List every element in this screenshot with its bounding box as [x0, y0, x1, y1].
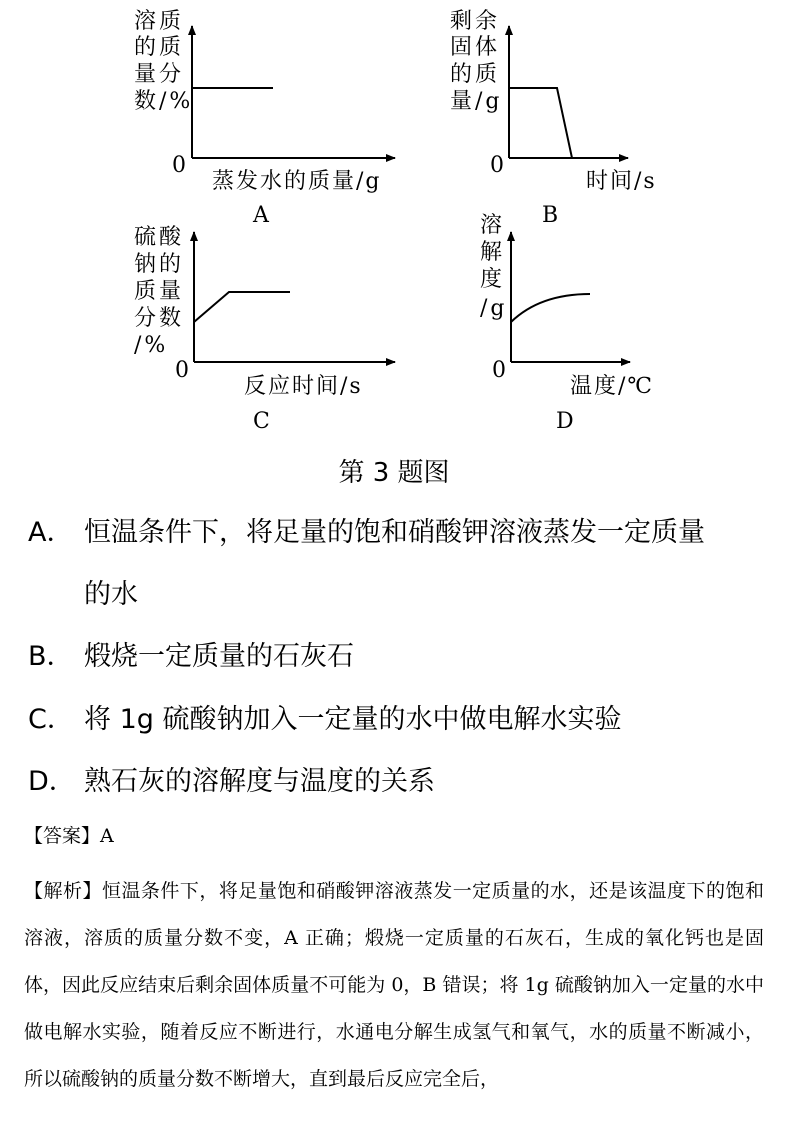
explanation-label: 【解析】	[24, 880, 102, 902]
option-c	[28, 702, 621, 738]
explanation	[24, 868, 764, 1103]
option-b-key: B．	[28, 641, 74, 672]
chart-a-ylabel-3: 量分	[134, 62, 185, 87]
chart-c-origin: 0	[175, 358, 189, 383]
chart-a-ylabel-2: 的质	[134, 35, 185, 60]
option-d	[28, 764, 435, 800]
answer-line	[24, 824, 114, 848]
answer-value: A	[100, 825, 114, 847]
chart-d-ylabel-4: /g	[480, 296, 508, 321]
option-a	[28, 515, 705, 551]
option-b	[28, 639, 354, 675]
option-c-text: 将 1g 硫酸钠加入一定量的水中做电解水实验	[84, 704, 622, 735]
chart-d-ylabel-1: 溶	[480, 213, 506, 238]
chart-b-ylabel-1: 剩余	[450, 9, 501, 34]
option-c-key: C．	[28, 704, 74, 735]
option-a-continuation: 的水	[84, 579, 138, 610]
option-a-text: 恒温条件下，将足量的饱和硝酸钾溶液蒸发一定质量	[84, 517, 705, 548]
option-d-key: D．	[28, 766, 76, 797]
chart-d-ylabel-2: 解	[480, 240, 506, 265]
chart-c-xlabel: 反应时间/s	[244, 374, 363, 399]
chart-b-curve	[509, 88, 572, 158]
chart-c	[134, 225, 395, 434]
chart-c-letter: C	[253, 409, 270, 434]
chart-a-xlabel: 蒸发水的质量/g	[212, 169, 382, 194]
chart-c-ylabel-3: 质量	[134, 279, 185, 304]
explanation-text: 恒温条件下，将足量饱和硝酸钾溶液蒸发一定质量的水，还是该温度下的饱和溶液，溶质的质量分数不变，A 正确；煅烧一定质量的石灰石，生成的氧化钙也是固体，因此反应结束后剩余固体质量不可能为 0，B 错误；将 1g 硫酸钠加入一定量的水中做电解水实验，随着反应不断进行，水通电分解生成氢气和氧气，水的质量不断减小，所以硫酸钠的质量分数不断增大，直到最后反应完全后，	[24, 880, 764, 1090]
chart-a-letter: A	[253, 203, 269, 228]
chart-c-ylabel-4: 分数	[134, 306, 185, 331]
option-b-text: 煅烧一定质量的石灰石	[84, 641, 354, 672]
option-d-text: 熟石灰的溶解度与温度的关系	[84, 766, 435, 797]
chart-d-ylabel-3: 度	[480, 267, 506, 292]
chart-b-ylabel-3: 的质	[450, 62, 501, 87]
chart-c-ylabel-1: 硫酸	[134, 225, 185, 250]
chart-b-ylabel-4: 量/g	[450, 89, 503, 114]
chart-a-ylabel-1: 溶质	[134, 9, 185, 34]
chart-b-letter: B	[542, 203, 559, 228]
answer-label: 【答案】	[24, 825, 101, 847]
question-figure	[0, 0, 788, 450]
chart-b-xlabel: 时间/s	[586, 169, 657, 194]
figure-caption: 第 3 题图	[338, 458, 450, 488]
chart-c-curve	[194, 292, 290, 322]
chart-d-curve	[511, 294, 590, 322]
chart-c-ylabel-5: /%	[134, 333, 169, 358]
chart-a	[134, 9, 395, 228]
chart-d	[480, 213, 654, 434]
chart-d-letter: D	[556, 409, 574, 434]
chart-c-ylabel-2: 钠的	[134, 252, 185, 277]
option-a-key: A．	[28, 517, 74, 548]
chart-d-origin: 0	[492, 358, 506, 383]
chart-b	[450, 9, 657, 228]
chart-b-ylabel-2: 固体	[450, 35, 501, 60]
chart-a-ylabel-4: 数/%	[134, 89, 194, 114]
chart-b-origin: 0	[490, 153, 504, 178]
chart-a-origin: 0	[172, 153, 186, 178]
chart-d-xlabel: 温度/℃	[570, 374, 655, 399]
